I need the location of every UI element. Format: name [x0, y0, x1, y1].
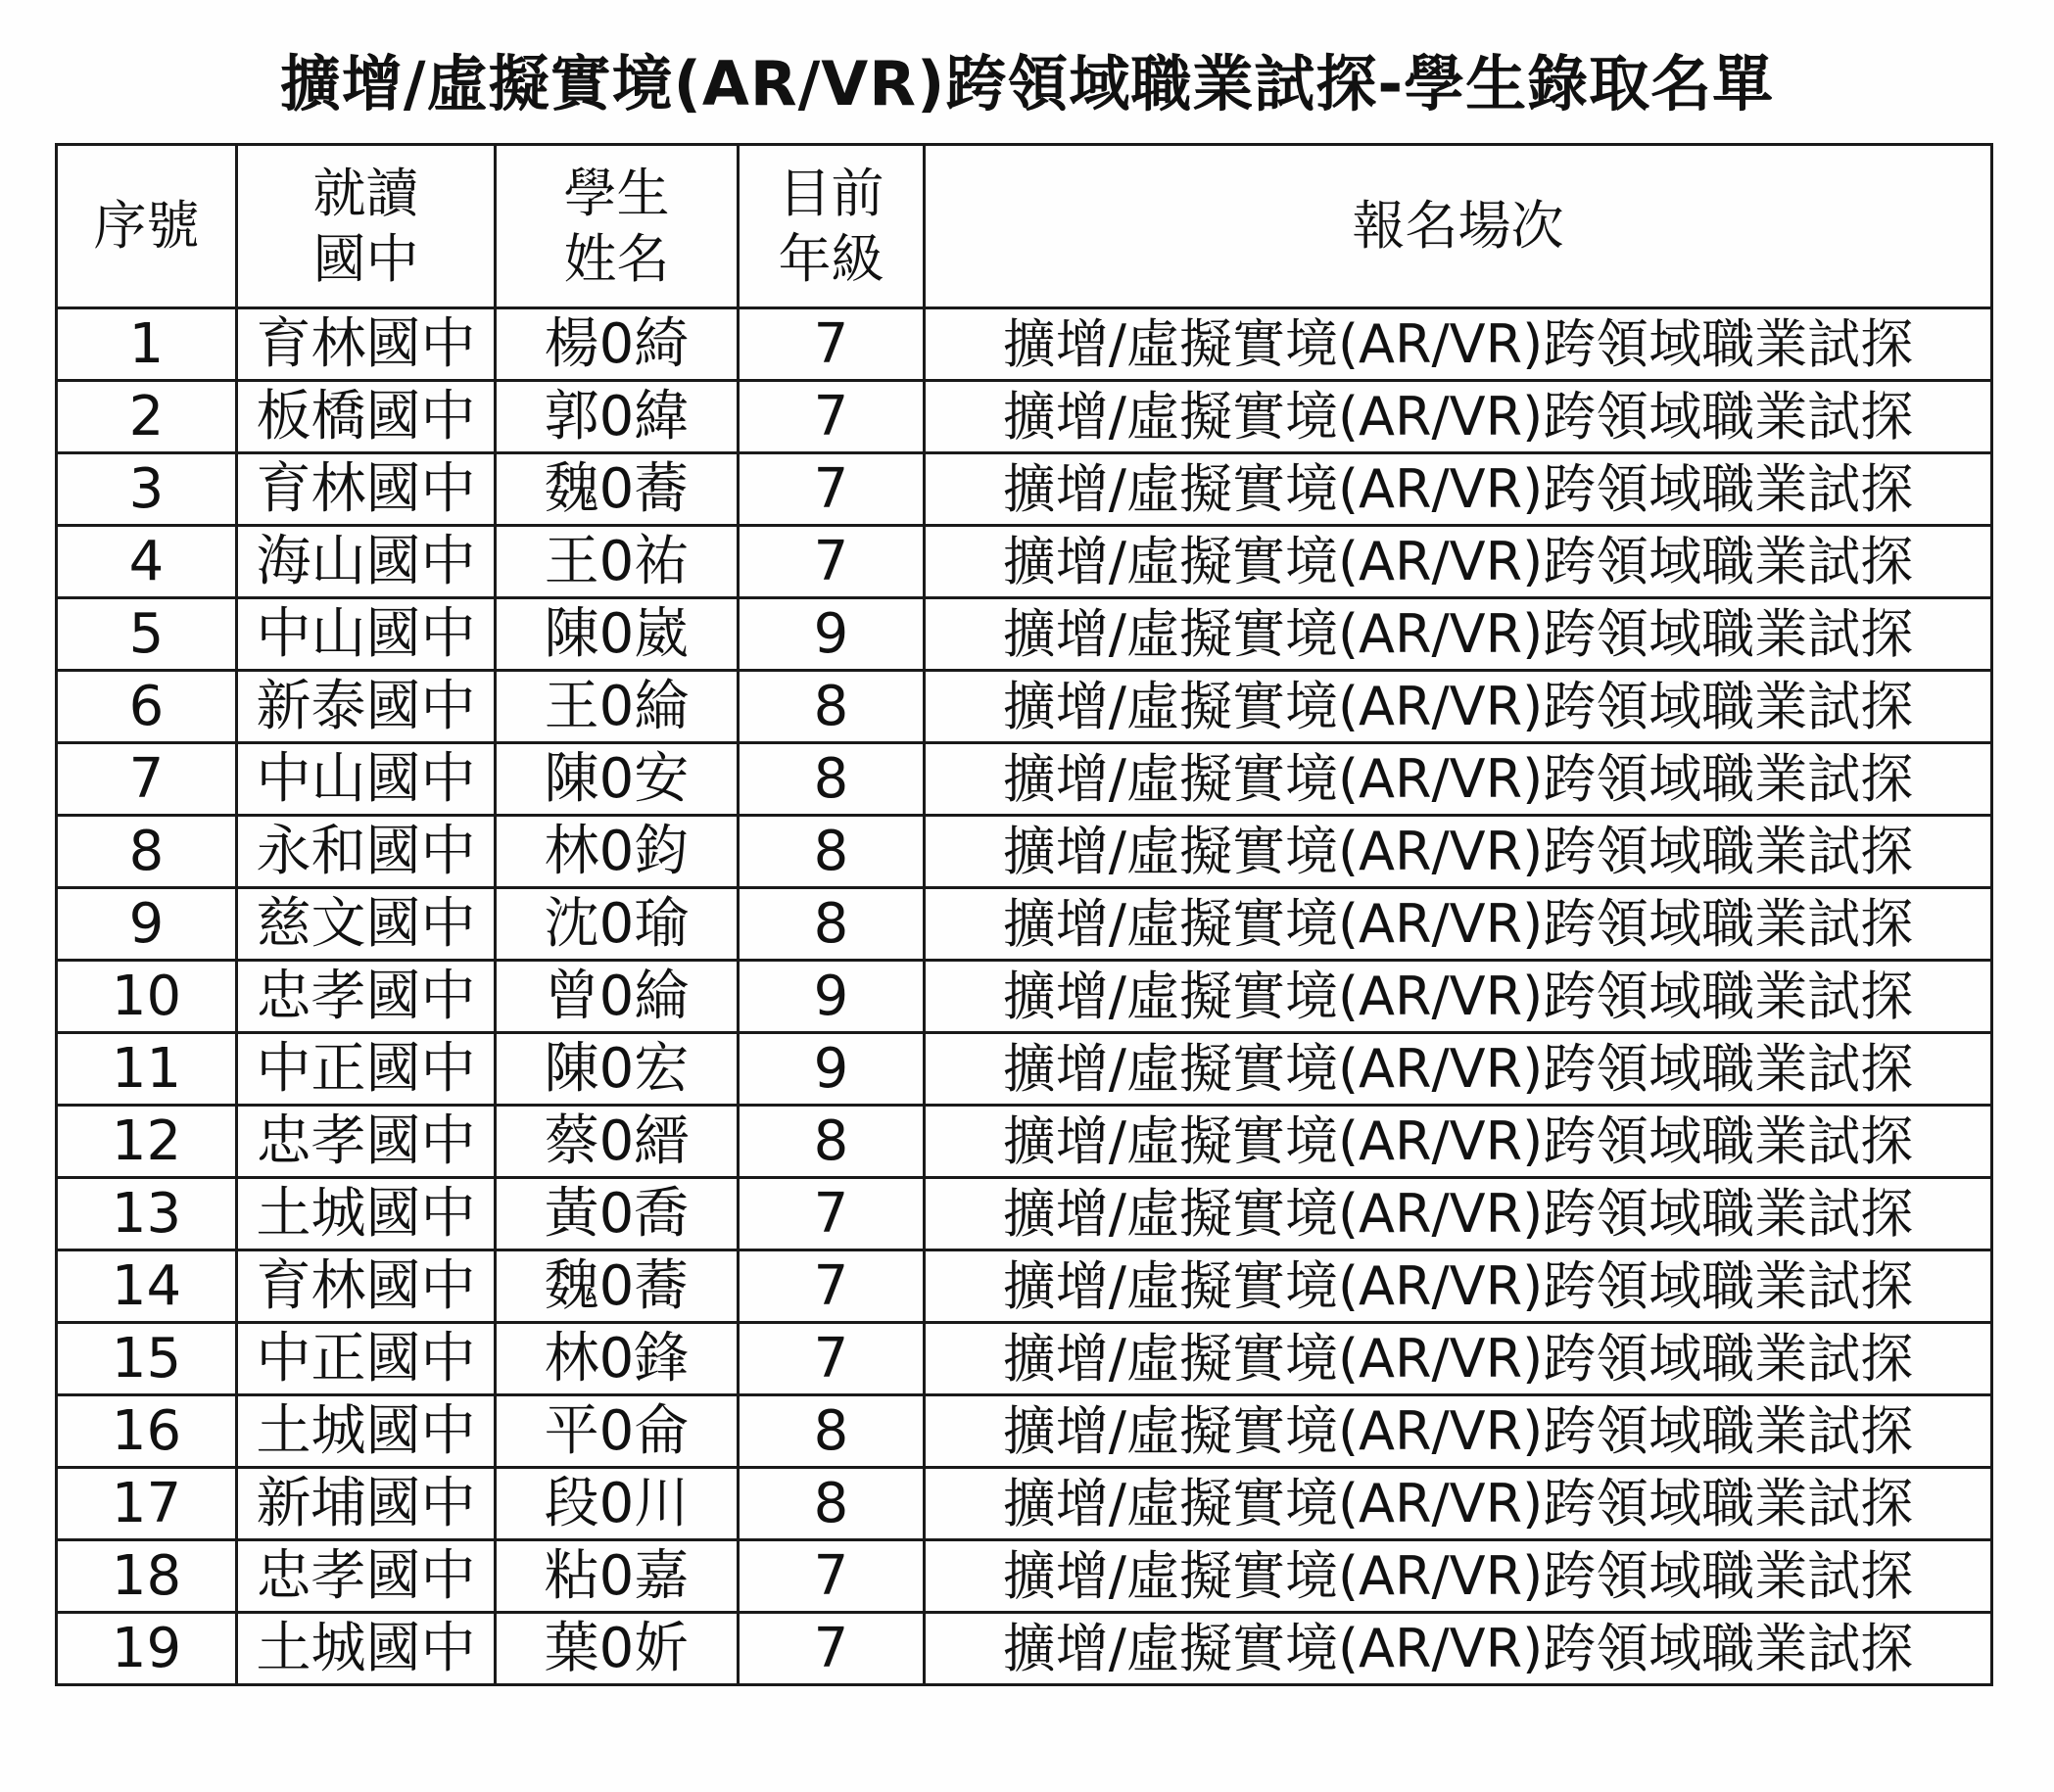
table-row	[57, 1395, 1992, 1468]
cell-seq: 19	[57, 1613, 237, 1685]
header-school-line1: 就讀	[312, 162, 419, 224]
header-grade	[739, 145, 925, 308]
header-grade-line1: 目前	[778, 162, 884, 224]
admission-roster-table	[55, 143, 1993, 1686]
table-row	[57, 1106, 1992, 1178]
header-grade-line2: 年級	[778, 228, 884, 290]
table-row	[57, 1178, 1992, 1250]
cell-school: 土城國中	[237, 1178, 496, 1250]
cell-grade: 7	[739, 1178, 925, 1250]
cell-school: 育林國中	[237, 453, 496, 526]
document-title: 擴增/虛擬實境(AR/VR)跨領域職業試探-學生錄取名單	[279, 48, 1775, 119]
cell-event: 擴增/虛擬實境(AR/VR)跨領域職業試探	[925, 1250, 1992, 1323]
cell-school: 忠孝國中	[237, 1106, 496, 1178]
header-event	[925, 145, 1992, 308]
cell-grade: 7	[739, 526, 925, 598]
cell-seq: 12	[57, 1106, 237, 1178]
cell-seq: 17	[57, 1468, 237, 1540]
cell-grade: 7	[739, 308, 925, 381]
table-row	[57, 598, 1992, 671]
cell-seq: 3	[57, 453, 237, 526]
table-row	[57, 453, 1992, 526]
table-row	[57, 1468, 1992, 1540]
cell-grade: 7	[739, 453, 925, 526]
header-name	[496, 145, 739, 308]
header-seq-label: 序號	[93, 195, 200, 258]
cell-school: 中山國中	[237, 598, 496, 671]
cell-student-name: 楊0綺	[496, 308, 739, 381]
cell-student-name: 黃0喬	[496, 1178, 739, 1250]
cell-student-name: 林0鈞	[496, 816, 739, 888]
cell-seq: 7	[57, 743, 237, 816]
table-row	[57, 671, 1992, 743]
cell-event: 擴增/虛擬實境(AR/VR)跨領域職業試探	[925, 1178, 1992, 1250]
cell-school: 慈文國中	[237, 888, 496, 961]
cell-school: 育林國中	[237, 308, 496, 381]
cell-event: 擴增/虛擬實境(AR/VR)跨領域職業試探	[925, 1395, 1992, 1468]
cell-seq: 15	[57, 1323, 237, 1395]
table-row	[57, 743, 1992, 816]
cell-school: 中正國中	[237, 1033, 496, 1106]
cell-event: 擴增/虛擬實境(AR/VR)跨領域職業試探	[925, 961, 1992, 1033]
cell-event: 擴增/虛擬實境(AR/VR)跨領域職業試探	[925, 1323, 1992, 1395]
cell-student-name: 沈0瑜	[496, 888, 739, 961]
table-header	[57, 145, 1992, 308]
cell-grade: 8	[739, 743, 925, 816]
header-seq	[57, 145, 237, 308]
table-row	[57, 1033, 1992, 1106]
cell-seq: 6	[57, 671, 237, 743]
cell-grade: 7	[739, 381, 925, 453]
cell-grade: 7	[739, 1250, 925, 1323]
header-school	[237, 145, 496, 308]
cell-event: 擴增/虛擬實境(AR/VR)跨領域職業試探	[925, 1468, 1992, 1540]
roster-table-container	[55, 143, 1990, 1686]
table-body	[57, 308, 1992, 1685]
cell-seq: 18	[57, 1540, 237, 1613]
cell-school: 忠孝國中	[237, 961, 496, 1033]
cell-grade: 8	[739, 1106, 925, 1178]
cell-seq: 4	[57, 526, 237, 598]
table-row	[57, 1250, 1992, 1323]
cell-student-name: 葉0妡	[496, 1613, 739, 1685]
table-row	[57, 961, 1992, 1033]
cell-event: 擴增/虛擬實境(AR/VR)跨領域職業試探	[925, 743, 1992, 816]
table-row	[57, 526, 1992, 598]
cell-seq: 16	[57, 1395, 237, 1468]
cell-grade: 9	[739, 598, 925, 671]
cell-seq: 9	[57, 888, 237, 961]
cell-event: 擴增/虛擬實境(AR/VR)跨領域職業試探	[925, 1106, 1992, 1178]
cell-school: 育林國中	[237, 1250, 496, 1323]
cell-seq: 11	[57, 1033, 237, 1106]
cell-student-name: 曾0綸	[496, 961, 739, 1033]
cell-event: 擴增/虛擬實境(AR/VR)跨領域職業試探	[925, 526, 1992, 598]
cell-seq: 13	[57, 1178, 237, 1250]
cell-grade: 8	[739, 1395, 925, 1468]
cell-event: 擴增/虛擬實境(AR/VR)跨領域職業試探	[925, 598, 1992, 671]
cell-school: 永和國中	[237, 816, 496, 888]
cell-school: 土城國中	[237, 1613, 496, 1685]
cell-grade: 8	[739, 816, 925, 888]
cell-student-name: 王0綸	[496, 671, 739, 743]
cell-event: 擴增/虛擬實境(AR/VR)跨領域職業試探	[925, 1033, 1992, 1106]
cell-seq: 2	[57, 381, 237, 453]
table-row	[57, 1540, 1992, 1613]
cell-school: 中正國中	[237, 1323, 496, 1395]
cell-student-name: 平0侖	[496, 1395, 739, 1468]
cell-student-name: 陳0安	[496, 743, 739, 816]
cell-grade: 8	[739, 671, 925, 743]
cell-event: 擴增/虛擬實境(AR/VR)跨領域職業試探	[925, 1613, 1992, 1685]
header-school-line2: 國中	[312, 228, 419, 290]
header-row	[57, 145, 1992, 308]
cell-seq: 8	[57, 816, 237, 888]
cell-grade: 7	[739, 1613, 925, 1685]
cell-event: 擴增/虛擬實境(AR/VR)跨領域職業試探	[925, 671, 1992, 743]
cell-event: 擴增/虛擬實境(AR/VR)跨領域職業試探	[925, 381, 1992, 453]
cell-student-name: 王0祐	[496, 526, 739, 598]
cell-grade: 7	[739, 1540, 925, 1613]
table-row	[57, 816, 1992, 888]
header-name-line2: 姓名	[563, 228, 670, 290]
cell-school: 新泰國中	[237, 671, 496, 743]
cell-event: 擴增/虛擬實境(AR/VR)跨領域職業試探	[925, 308, 1992, 381]
table-row	[57, 381, 1992, 453]
table-row	[57, 1323, 1992, 1395]
cell-grade: 9	[739, 961, 925, 1033]
cell-student-name: 魏0蕎	[496, 1250, 739, 1323]
cell-seq: 1	[57, 308, 237, 381]
cell-school: 中山國中	[237, 743, 496, 816]
cell-event: 擴增/虛擬實境(AR/VR)跨領域職業試探	[925, 1540, 1992, 1613]
cell-school: 土城國中	[237, 1395, 496, 1468]
table-row	[57, 308, 1992, 381]
cell-school: 海山國中	[237, 526, 496, 598]
cell-event: 擴增/虛擬實境(AR/VR)跨領域職業試探	[925, 453, 1992, 526]
cell-grade: 8	[739, 888, 925, 961]
cell-school: 新埔國中	[237, 1468, 496, 1540]
cell-seq: 14	[57, 1250, 237, 1323]
cell-event: 擴增/虛擬實境(AR/VR)跨領域職業試探	[925, 816, 1992, 888]
cell-grade: 8	[739, 1468, 925, 1540]
cell-school: 忠孝國中	[237, 1540, 496, 1613]
cell-seq: 5	[57, 598, 237, 671]
cell-student-name: 段0川	[496, 1468, 739, 1540]
cell-event: 擴增/虛擬實境(AR/VR)跨領域職業試探	[925, 888, 1992, 961]
cell-grade: 7	[739, 1323, 925, 1395]
table-row	[57, 888, 1992, 961]
cell-student-name: 陳0宏	[496, 1033, 739, 1106]
cell-student-name: 魏0蕎	[496, 453, 739, 526]
cell-student-name: 林0鋒	[496, 1323, 739, 1395]
cell-grade: 9	[739, 1033, 925, 1106]
cell-student-name: 粘0嘉	[496, 1540, 739, 1613]
cell-seq: 10	[57, 961, 237, 1033]
table-row	[57, 1613, 1992, 1685]
cell-school: 板橋國中	[237, 381, 496, 453]
cell-student-name: 陳0崴	[496, 598, 739, 671]
cell-student-name: 郭0緯	[496, 381, 739, 453]
header-name-line1: 學生	[563, 162, 670, 224]
cell-student-name: 蔡0縉	[496, 1106, 739, 1178]
header-event-label: 報名場次	[1352, 195, 1564, 258]
